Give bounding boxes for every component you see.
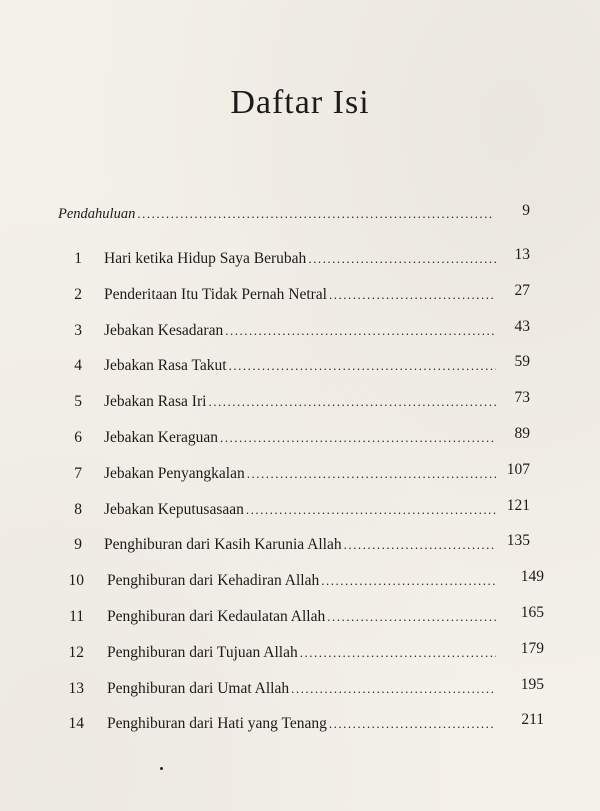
toc-entry — [107, 644, 496, 662]
toc-chapter-row — [0, 282, 600, 310]
toc-entry — [104, 250, 496, 268]
chapter-number: 13 — [68, 680, 84, 697]
chapter-title: Penghiburan dari Kasih Karunia Allah — [104, 536, 342, 553]
toc-entry — [104, 465, 496, 483]
chapter-title: Jebakan Rasa Iri — [104, 393, 207, 410]
chapter-number: 9 — [74, 536, 82, 553]
toc-chapter-row — [0, 676, 600, 704]
chapter-title: Hari ketika Hidup Saya Berubah — [104, 250, 307, 267]
chapter-title: Penghiburan dari Kehadiran Allah — [107, 572, 320, 589]
chapter-title: Jebakan Keraguan — [104, 429, 219, 446]
chapter-title: Jebakan Keputusasaan — [104, 501, 244, 518]
toc-entry — [104, 536, 496, 554]
chapter-number: 1 — [74, 250, 82, 267]
chapter-title: Jebakan Kesadaran — [104, 322, 224, 339]
chapter-page-number: 121 — [506, 497, 530, 514]
chapter-title: Penghiburan dari Umat Allah — [107, 680, 290, 697]
toc-chapter-row — [0, 532, 600, 560]
toc-entry-title: Pendahuluan — [58, 206, 136, 222]
chapter-page-number: 43 — [514, 318, 530, 335]
chapter-number: 4 — [74, 357, 82, 374]
toc-chapter-row — [0, 425, 600, 453]
toc-entry — [107, 715, 496, 733]
toc-entry — [107, 680, 496, 698]
chapter-page-number: 27 — [514, 282, 530, 299]
toc-entry — [104, 322, 496, 340]
toc-chapter-row — [0, 497, 600, 525]
toc-entry — [104, 393, 496, 411]
chapter-page-number: 107 — [506, 461, 530, 478]
dot-leader — [246, 502, 496, 518]
dot-leader — [229, 358, 496, 374]
chapter-page-number: 135 — [506, 532, 530, 549]
toc-chapter-row — [0, 711, 600, 739]
dot-leader — [308, 251, 496, 267]
toc-chapter-row — [0, 640, 600, 668]
dot-leader — [247, 466, 496, 482]
toc-entry — [107, 572, 496, 590]
toc-chapter-row — [0, 318, 600, 346]
toc-entry — [107, 608, 496, 626]
dot-leader — [329, 716, 496, 732]
chapter-title: Jebakan Rasa Takut — [104, 357, 227, 374]
toc-chapter-row — [0, 604, 600, 632]
toc-chapter-row — [0, 461, 600, 489]
dot-leader — [137, 206, 494, 222]
chapter-title: Jebakan Penyangkalan — [104, 465, 245, 482]
toc-entry — [104, 501, 496, 519]
toc-chapter-row — [0, 568, 600, 596]
chapter-number: 5 — [74, 393, 82, 410]
dot-leader — [291, 681, 496, 697]
chapter-page-number: 149 — [520, 568, 544, 585]
chapter-page-number: 73 — [514, 389, 530, 406]
chapter-page-number: 211 — [521, 711, 544, 728]
chapter-number: 12 — [68, 644, 84, 661]
chapter-number: 10 — [68, 572, 84, 589]
toc-chapter-row — [0, 389, 600, 417]
page-title: Daftar Isi — [230, 84, 370, 121]
toc-chapter-row — [0, 353, 600, 381]
chapter-number: 2 — [74, 286, 82, 303]
toc-introduction — [0, 202, 600, 230]
chapter-page-number: 165 — [520, 604, 544, 621]
chapter-number: 6 — [74, 429, 82, 446]
chapter-page-number: 13 — [514, 246, 530, 263]
dot-leader — [208, 394, 496, 410]
toc-entry — [104, 286, 496, 304]
chapter-page-number: 195 — [520, 676, 544, 693]
dot-leader — [300, 645, 496, 661]
print-speck — [160, 767, 163, 770]
chapter-number: 8 — [74, 501, 82, 518]
toc-entry — [58, 206, 494, 223]
toc-entry — [104, 429, 496, 447]
toc-entry — [104, 357, 496, 375]
dot-leader — [321, 573, 496, 589]
chapter-number: 7 — [74, 465, 82, 482]
chapter-title: Penghiburan dari Kedaulatan Allah — [107, 608, 326, 625]
chapter-number: 3 — [74, 322, 82, 339]
chapter-page-number: 59 — [514, 353, 530, 370]
chapter-title: Penderitaan Itu Tidak Pernah Netral — [104, 286, 327, 303]
chapter-title: Penghiburan dari Hati yang Tenang — [107, 715, 327, 732]
toc-entry-page: 9 — [522, 202, 530, 219]
dot-leader — [327, 609, 496, 625]
dot-leader — [225, 323, 496, 339]
chapter-page-number: 89 — [514, 425, 530, 442]
chapter-number: 14 — [68, 715, 84, 732]
dot-leader — [220, 430, 496, 446]
chapter-number: 11 — [69, 608, 84, 625]
toc-chapter-row — [0, 246, 600, 274]
chapter-title: Penghiburan dari Tujuan Allah — [107, 644, 298, 661]
chapter-page-number: 179 — [520, 640, 544, 657]
